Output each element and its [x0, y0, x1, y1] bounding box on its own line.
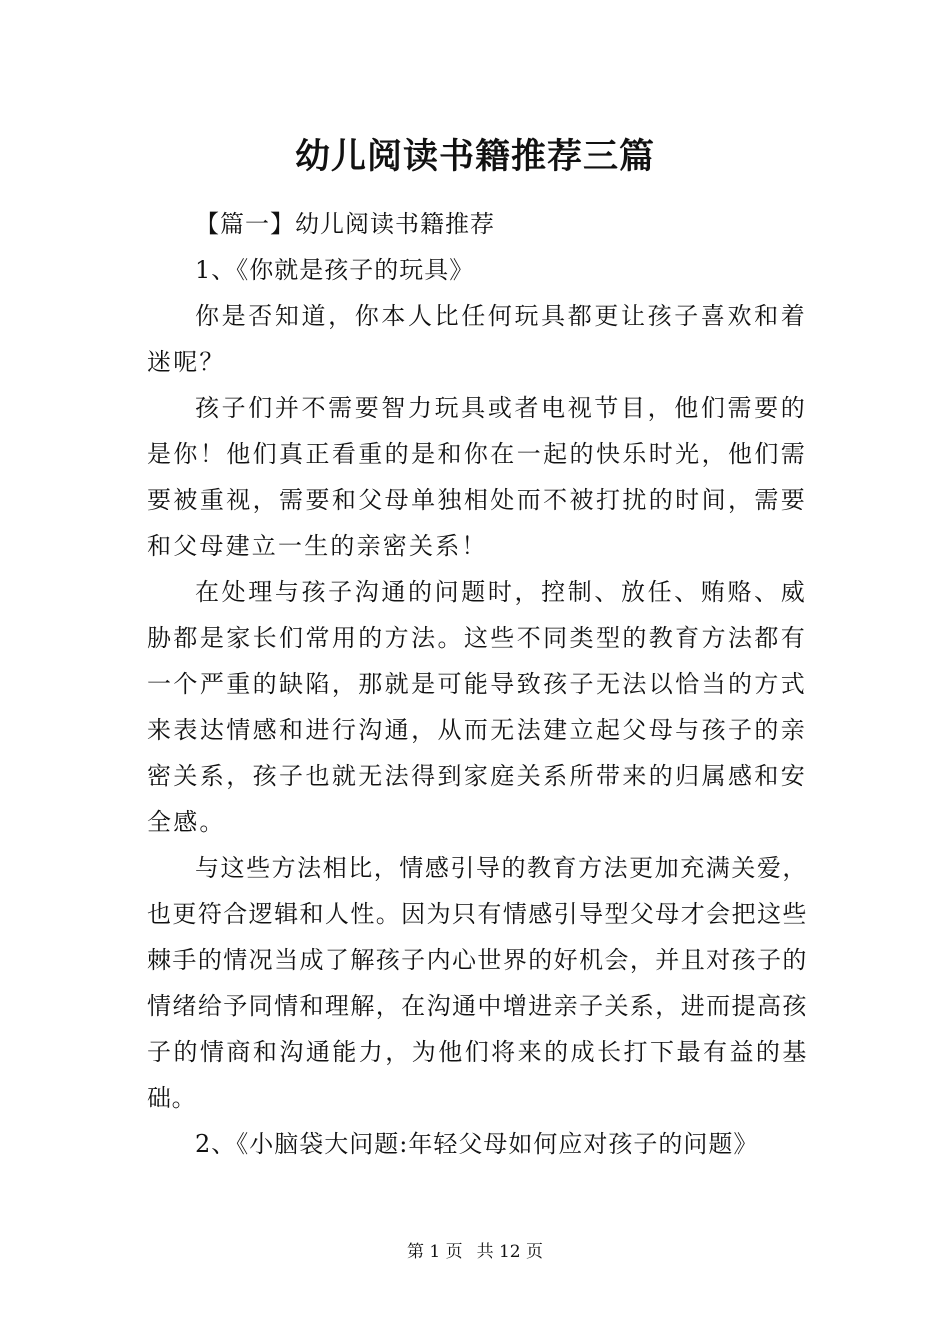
- paragraph: 与这些方法相比，情感引导的教育方法更加充满关爱，也更符合逻辑和人性。因为只有情感引导型父母才会把这些棘手的情况当成了解孩子内心世界的好机会，并且对孩子的情绪给予同情和理解，在沟通中增进亲子关系，进而提高孩子的情商和沟通能力，为他们将来的成长打下最有益的基础。: [147, 854, 807, 1112]
- page-number: 第 1 页: [406, 1242, 463, 1262]
- book-title-1: 1、《你就是孩子的玩具》: [195, 256, 475, 284]
- paragraph: 孩子们并不需要智力玩具或者电视节目，他们需要的是你！他们真正看重的是和你在一起的快乐时光，他们需要被重视，需要和父母单独相处而不被打扰的时间，需要和父母建立一生的亲密关系！: [147, 394, 807, 560]
- page-total: 共 12 页: [476, 1242, 544, 1262]
- book-title-2: 2、《小脑袋大问题:年轻父母如何应对孩子的问题》: [195, 1130, 759, 1158]
- document-body: [147, 201, 807, 1167]
- paragraph: 在处理与孩子沟通的问题时，控制、放任、贿赂、威胁都是家长们常用的方法。这些不同类型的教育方法都有一个严重的缺陷，那就是可能导致孩子无法以恰当的方式来表达情感和进行沟通，从而无法建立起父母与孩子的亲密关系，孩子也就无法得到家庭关系所带来的归属感和安全感。: [147, 578, 807, 836]
- document-title: 幼儿阅读书籍推荐三篇: [294, 136, 655, 177]
- page-footer: [0, 1240, 950, 1264]
- paragraph: 你是否知道，你本人比任何玩具都更让孩子喜欢和着迷呢？: [147, 302, 807, 376]
- section-heading: 【篇一】幼儿阅读书籍推荐: [195, 210, 495, 238]
